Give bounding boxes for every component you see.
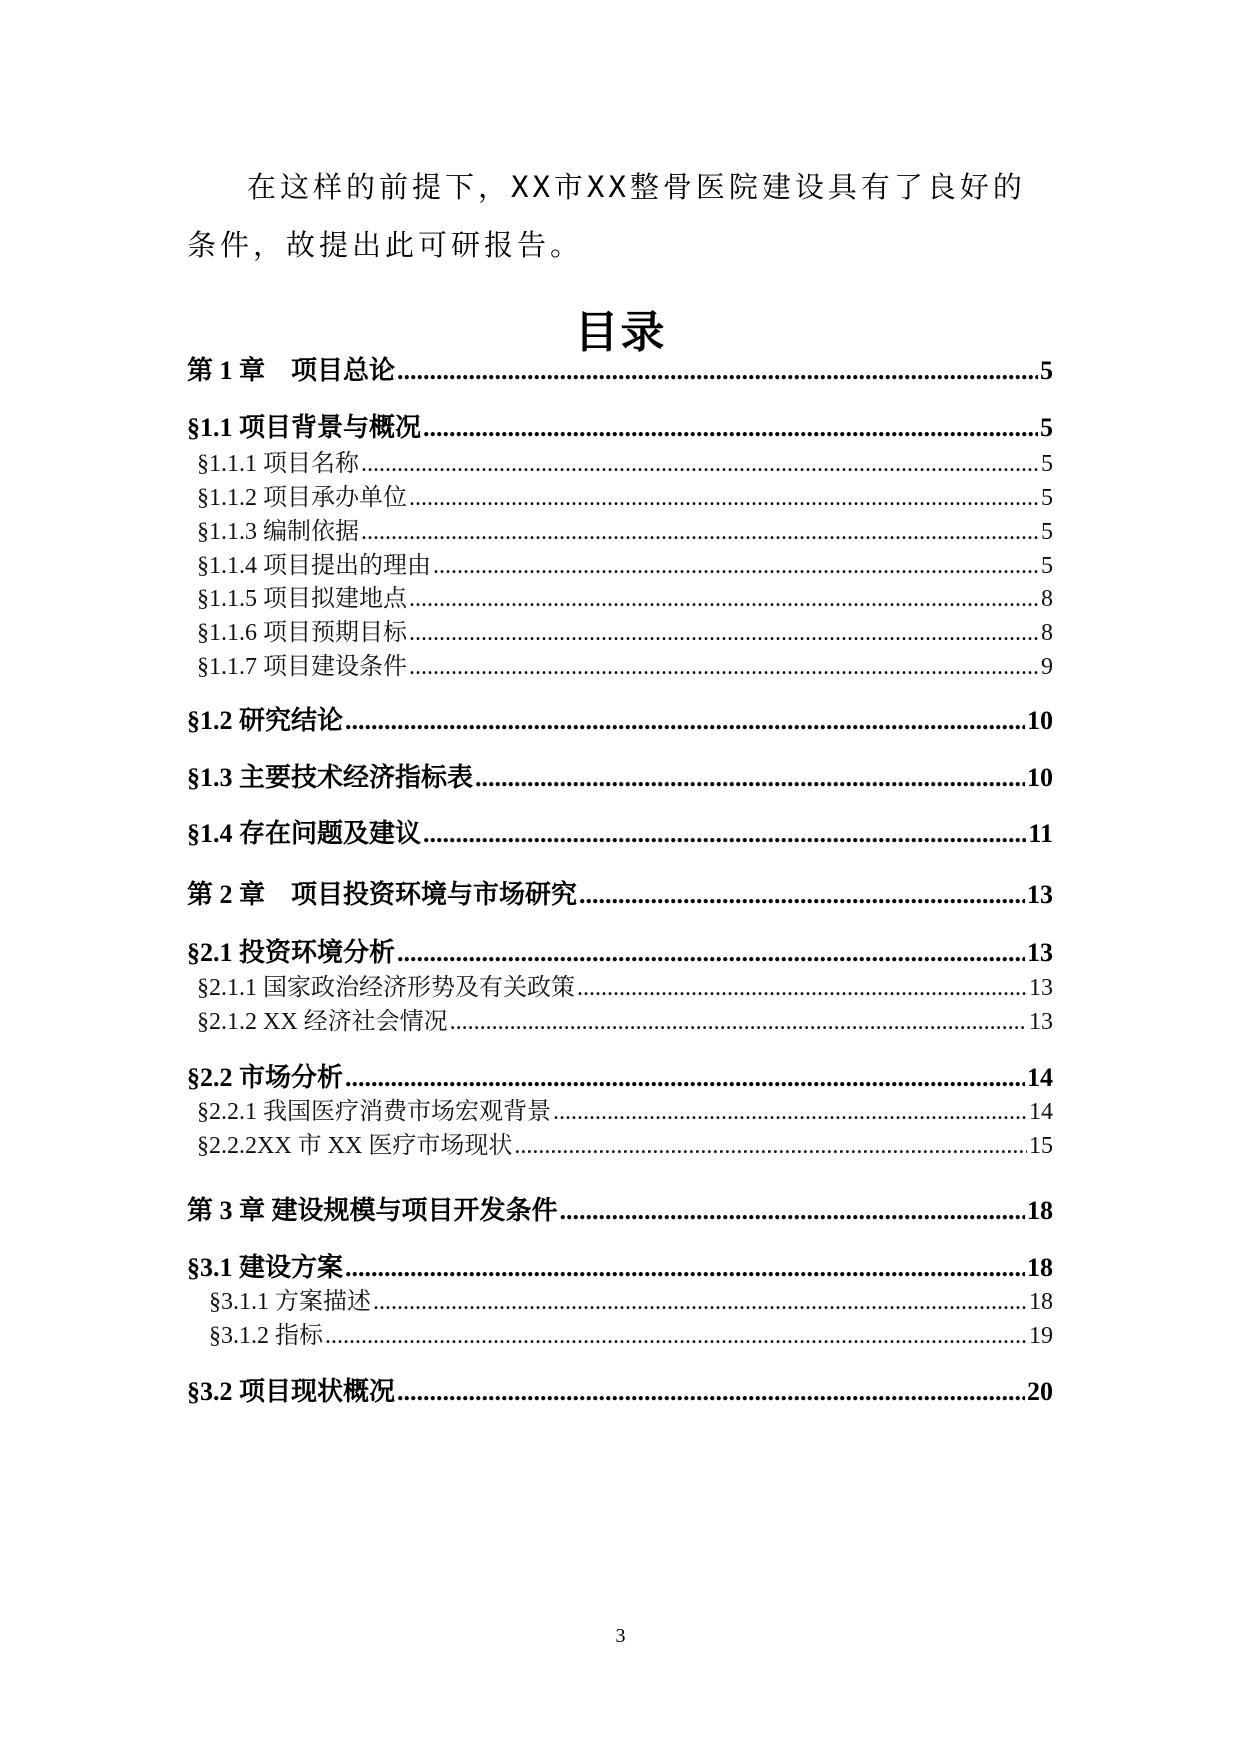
toc-entry-page: 15 [1029, 1133, 1053, 1159]
toc-entry-label: §3.1.2 指标 [209, 1323, 323, 1349]
toc-leader [397, 938, 1025, 968]
toc-entry-page: 11 [1028, 819, 1053, 848]
toc-leader [514, 1133, 1027, 1160]
toc-entry[interactable] [187, 967, 1053, 1002]
toc-entry[interactable] [187, 578, 1053, 613]
toc-entry-label: §1.1.1 项目名称 [197, 451, 359, 477]
toc-entry[interactable] [187, 1057, 1053, 1094]
toc-entry[interactable] [187, 700, 1053, 737]
toc-leader [373, 1289, 1027, 1316]
toc-leader [433, 553, 1039, 580]
toc-leader [345, 706, 1025, 736]
toc-leader [397, 1377, 1025, 1407]
toc-entry-label: §3.1 建设方案 [187, 1253, 344, 1282]
toc-entry-label: §1.1.3 编制依据 [197, 519, 359, 545]
toc-leader [409, 654, 1039, 681]
toc-entry-label: §2.2.2XX 市 XX 医疗市场现状 [197, 1133, 513, 1159]
toc-entry[interactable] [187, 511, 1053, 546]
toc-entry-label: §1.1.7 项目建设条件 [197, 654, 407, 680]
toc-entry[interactable] [187, 757, 1053, 794]
toc-entry-page: 14 [1027, 1063, 1053, 1092]
toc-leader [475, 763, 1025, 793]
toc-entry-page: 20 [1027, 1377, 1053, 1406]
toc-entry[interactable] [187, 646, 1053, 681]
toc-entry[interactable] [187, 1247, 1053, 1284]
toc-entry-label: §3.2 项目现状概况 [187, 1377, 396, 1406]
toc-entry-label: §1.1.6 项目预期目标 [197, 620, 407, 646]
toc-entry-label: §1.1.2 项目承办单位 [197, 485, 407, 511]
toc-entry[interactable] [187, 932, 1053, 969]
toc-entry-label: §1.1.5 项目拟建地点 [197, 586, 407, 612]
toc-entry[interactable] [187, 1190, 1053, 1227]
toc-entry[interactable] [187, 545, 1053, 580]
intro-paragraph [187, 158, 1055, 274]
toc-leader [423, 819, 1026, 849]
toc-leader [361, 519, 1039, 546]
toc-entry[interactable] [187, 1315, 1053, 1350]
toc-leader [560, 1196, 1025, 1226]
toc-entry-label: §2.2.1 我国医疗消费市场宏观背景 [197, 1099, 551, 1125]
toc-leader [397, 356, 1038, 386]
toc-entry[interactable] [187, 874, 1053, 911]
toc-entry-page: 18 [1027, 1253, 1053, 1282]
toc-entry-page: 5 [1041, 519, 1053, 545]
toc-entry-label: §1.4 存在问题及建议 [187, 819, 422, 848]
toc-leader [325, 1323, 1027, 1350]
toc-entry[interactable] [187, 612, 1053, 647]
toc-entry-page: 13 [1029, 1009, 1053, 1035]
toc-entry-label: §1.1 项目背景与概况 [187, 413, 422, 442]
toc-entry-page: 8 [1041, 620, 1053, 646]
intro-line-1: 在这样的前提下，XX市XX整骨医院建设具有了良好的 [247, 170, 1026, 204]
toc-entry-label: §2.1.1 国家政治经济形势及有关政策 [197, 975, 575, 1001]
toc-leader [553, 1099, 1027, 1126]
toc-entry-label: 第 1 章 项目总论 [187, 356, 396, 385]
toc-entry-page: 8 [1041, 586, 1053, 612]
toc-entry[interactable] [187, 443, 1053, 478]
intro-line-2: 条件，故提出此可研报告。 [187, 228, 584, 262]
toc-entry-label: §2.2 市场分析 [187, 1063, 344, 1092]
toc-entry-label: §3.1.1 方案描述 [209, 1289, 371, 1315]
toc-entry[interactable] [187, 1125, 1053, 1160]
toc-entry-page: 10 [1027, 763, 1053, 792]
toc-entry-label: §1.1.4 项目提出的理由 [197, 553, 431, 579]
toc-entry-page: 18 [1029, 1289, 1053, 1315]
toc-entry-page: 9 [1041, 654, 1053, 680]
toc-entry[interactable] [187, 1281, 1053, 1316]
toc-leader [409, 586, 1039, 613]
toc-entry[interactable] [187, 407, 1053, 444]
toc-leader [577, 975, 1027, 1002]
toc-entry-label: 第 2 章 项目投资环境与市场研究 [187, 880, 578, 909]
toc-entry[interactable] [187, 350, 1053, 387]
toc-entry-label: §2.1.2 XX 经济社会情况 [197, 1009, 448, 1035]
toc-leader [423, 413, 1038, 443]
toc-entry-label: §1.3 主要技术经济指标表 [187, 763, 474, 792]
toc-entry-page: 13 [1027, 880, 1053, 909]
toc-leader [409, 620, 1039, 647]
toc-entry[interactable] [187, 1091, 1053, 1126]
toc-entry-page: 14 [1029, 1099, 1053, 1125]
toc-leader [361, 451, 1039, 478]
toc-entry[interactable] [187, 1001, 1053, 1036]
toc-entry-page: 5 [1041, 451, 1053, 477]
toc-entry-page: 13 [1027, 938, 1053, 967]
toc-entry[interactable] [187, 1371, 1053, 1408]
toc-title: 目录 [574, 307, 667, 358]
toc-entry[interactable] [187, 477, 1053, 512]
toc-leader [345, 1063, 1025, 1093]
toc-entry-page: 5 [1041, 553, 1053, 579]
toc-entry-page: 19 [1029, 1323, 1053, 1349]
toc-entry-page: 18 [1027, 1196, 1053, 1225]
toc-leader [409, 485, 1039, 512]
toc-entry-label: §1.2 研究结论 [187, 706, 344, 735]
toc-entry-page: 5 [1040, 356, 1053, 385]
page-number: 3 [615, 1625, 626, 1647]
toc-entry-page: 5 [1041, 485, 1053, 511]
toc-entry-label: 第 3 章 建设规模与项目开发条件 [187, 1196, 558, 1225]
toc-leader [345, 1253, 1025, 1283]
toc-entry[interactable] [187, 813, 1053, 850]
toc-entry-page: 13 [1029, 975, 1053, 1001]
toc-entry-page: 5 [1040, 413, 1053, 442]
toc-entry-label: §2.1 投资环境分析 [187, 938, 396, 967]
toc-leader [579, 880, 1025, 910]
toc-entry-page: 10 [1027, 706, 1053, 735]
toc-leader [450, 1009, 1027, 1036]
